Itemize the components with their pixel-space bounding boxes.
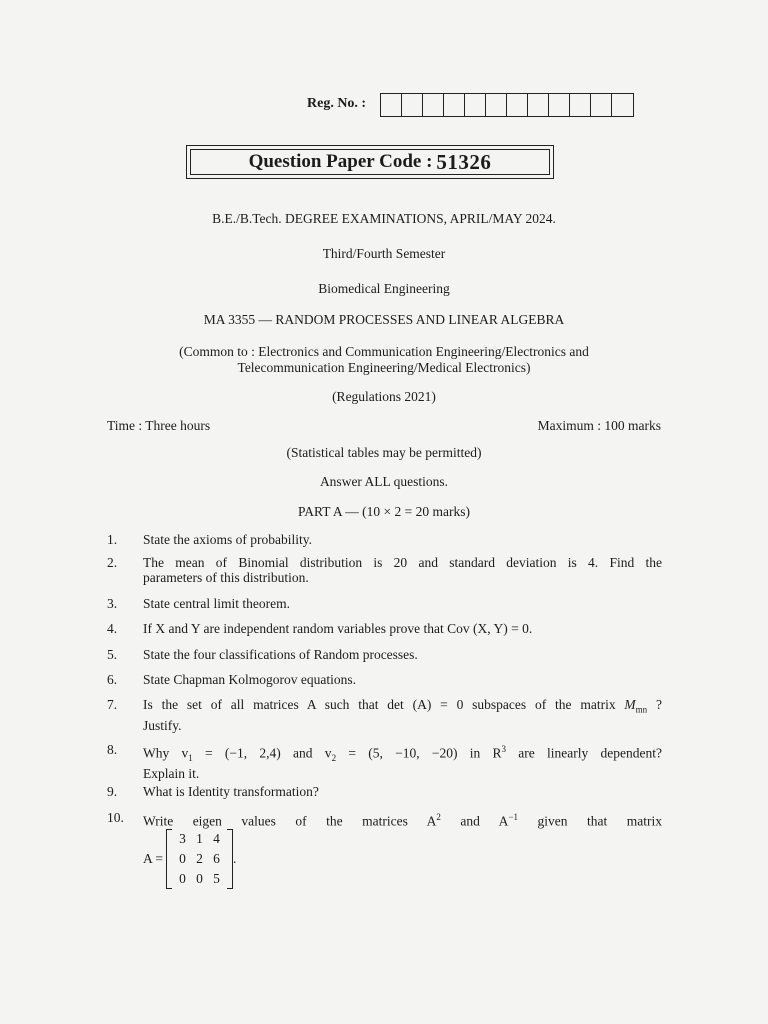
reg-no-digit-box[interactable] [591, 94, 612, 116]
semester: Third/Fourth Semester [322, 246, 446, 261]
question-text-line-2: parameters of this distribution. [143, 570, 309, 585]
question-text-part: Write eigen values of the matrices A [143, 813, 437, 829]
matrix-subscript: mn [635, 704, 648, 715]
instruction: Answer ALL questions. [319, 474, 449, 489]
superscript: −1 [508, 812, 519, 822]
reg-no-digit-box[interactable] [528, 94, 549, 116]
question-text [143, 810, 662, 829]
duration: Time : Three hours [107, 418, 211, 433]
matrix-grid [172, 829, 227, 889]
qp-box-inner-border [190, 149, 550, 175]
reg-no-digit-box[interactable] [612, 94, 633, 116]
exam-title: B.E./B.Tech. DEGREE EXAMINATIONS, APRIL/MAY 2024. [212, 211, 556, 226]
question-6 [107, 672, 662, 687]
tables-note: (Statistical tables may be permitted) [286, 445, 482, 460]
qp-code-label: Question Paper Code : [248, 151, 433, 172]
matrix-lhs: A = [143, 851, 163, 866]
question-number: 2. [107, 555, 118, 570]
question-text-part: = (−1, 2,4) and v [192, 745, 332, 761]
matrix-cell: 1 [196, 831, 203, 846]
question-number: 1. [107, 532, 118, 547]
subscript: 2 [331, 753, 337, 764]
matrix-bracket [166, 829, 233, 889]
reg-no-digit-box[interactable] [444, 94, 465, 116]
question-number: 5. [107, 647, 118, 662]
question-number: 7. [107, 697, 118, 712]
question-1 [107, 532, 662, 547]
matrix-cell: 0 [179, 851, 186, 866]
question-text: State the axioms of probability. [143, 532, 312, 547]
question-5 [107, 647, 662, 662]
question-text: State central limit theorem. [143, 596, 290, 611]
question-text-part: are linearly dependent? [506, 745, 662, 761]
course-title: MA 3355 — RANDOM PROCESSES AND LINEAR ALGEBRA [203, 312, 565, 327]
question-text-part: given that matrix [518, 813, 663, 829]
matrix-tail: . [233, 851, 237, 866]
question-text-line-1 [143, 742, 662, 766]
question-text-part: = (5, −10, −20) in R [336, 745, 502, 761]
matrix-cell: 4 [213, 831, 220, 846]
question-9 [107, 784, 662, 799]
question-text [143, 621, 662, 636]
reg-no-label: Reg. No. : [307, 96, 367, 111]
question-text-part: If X and Y are independent random variables prove that [143, 621, 448, 636]
question-10 [107, 810, 662, 829]
reg-no-digit-box[interactable] [381, 94, 402, 116]
question-2 [107, 555, 662, 585]
matrix-cell: 3 [179, 831, 186, 846]
question-3 [107, 596, 662, 611]
reg-no-digit-box[interactable] [549, 94, 570, 116]
question-number: 8. [107, 742, 118, 757]
question-number: 4. [107, 621, 118, 636]
matrix-cell: 5 [213, 871, 220, 886]
question-text-line-2: Justify. [143, 717, 182, 733]
superscript: 2 [436, 812, 441, 822]
question-text-line-1 [143, 697, 662, 718]
reg-no-digit-box[interactable] [507, 94, 528, 116]
reg-no-digit-box[interactable] [423, 94, 444, 116]
reg-no-boxes[interactable] [380, 93, 634, 117]
subscript: 1 [188, 753, 193, 764]
matrix-cell: 2 [196, 851, 203, 866]
matrix-cell: 6 [213, 851, 220, 866]
time-marks-row [107, 418, 661, 434]
branch: Biomedical Engineering [318, 281, 450, 296]
common-to-line-1: (Common to : Electronics and Communication Engineering/Electronics and [179, 344, 589, 359]
question-text-part: Is the set of all matrices A such that det (A) = 0 subspaces of the matrix [143, 697, 625, 712]
question-text-part: and A [440, 813, 509, 829]
reg-no-digit-box[interactable] [570, 94, 591, 116]
question-paper-code-box [186, 145, 554, 179]
question-text: State the four classifications of Random processes. [143, 647, 418, 662]
question-text-part: Why v [143, 745, 189, 761]
question-text-line-1: The mean of Binomial distribution is 20 and standard deviation is 4. Find the [143, 555, 662, 570]
question-text-part: . [528, 621, 533, 636]
common-to-line-2: Telecommunication Engineering/Medical Electronics) [237, 360, 531, 375]
maximum-marks: Maximum : 100 marks [537, 418, 661, 433]
qp-code-value: 51326 [436, 149, 492, 174]
question-number: 3. [107, 596, 118, 611]
reg-no-digit-box[interactable] [402, 94, 423, 116]
question-number: 6. [107, 672, 118, 687]
question-4 [107, 621, 662, 636]
question-text-part: ? [647, 697, 662, 712]
question-number: 10. [107, 810, 124, 825]
question-8 [107, 742, 662, 781]
question-text: What is Identity transformation? [143, 784, 319, 799]
question-number: 9. [107, 784, 118, 799]
reg-no-digit-box[interactable] [465, 94, 486, 116]
part-a-heading: PART A — (10 × 2 = 20 marks) [298, 504, 470, 519]
superscript: 3 [501, 744, 506, 754]
reg-no-digit-box[interactable] [486, 94, 507, 116]
regulations: (Regulations 2021) [332, 389, 436, 404]
question-text: State Chapman Kolmogorov equations. [143, 672, 356, 687]
question-7 [107, 697, 662, 733]
matrix-cell: 0 [179, 871, 186, 886]
matrix-symbol: M [624, 697, 636, 712]
matrix-a [143, 829, 236, 889]
cov-expression: Cov (X, Y) = 0 [447, 621, 529, 636]
matrix-cell: 0 [196, 871, 203, 886]
question-text-line-2: Explain it. [143, 766, 200, 782]
